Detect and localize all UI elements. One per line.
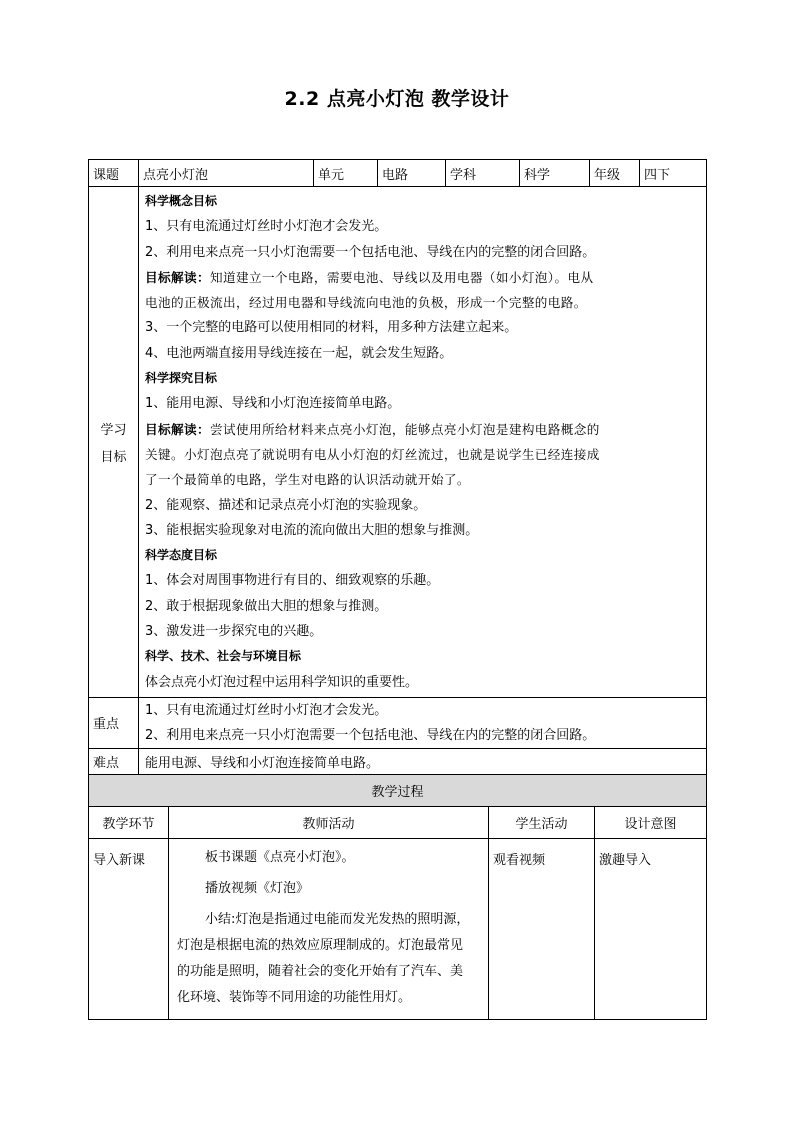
student-activity-cell: 观看视频 [489, 839, 595, 1020]
attitude-item-2: 2、敢于根据现象做出大胆的想象与推测。 [145, 598, 388, 614]
teaching-process-table [88, 774, 707, 1020]
sts-heading: 科学、技术、社会与环境目标 [145, 649, 302, 664]
objectives-label-line2: 目标 [100, 449, 127, 465]
inquiry-item-2: 2、能观察、描述和记录点亮小灯泡的实验现象。 [145, 497, 427, 513]
topic-label: 课题 [89, 160, 139, 187]
objectives-label [89, 187, 139, 698]
process-heading: 教学过程 [89, 775, 707, 807]
concept-heading: 科学概念目标 [145, 194, 218, 208]
key-points-row [89, 697, 707, 748]
design-intent-cell: 激趣导入 [595, 839, 707, 1020]
key-point-2: 2、利用电来点亮一只小灯泡需要一个包括电池、导线在内的完整的闭合回路。 [145, 727, 596, 743]
col-student-header: 学生活动 [489, 807, 595, 839]
concept-item-4: 4、电池两端直接用导线连接在一起，就会发生短路。 [145, 345, 453, 361]
key-point-1: 1、只有电流通过灯丝时小灯泡才会发光。 [145, 702, 388, 718]
lesson-info-table [88, 159, 707, 776]
sts-item-1: 体会点亮小灯泡过程中运用科学知识的重要性。 [145, 674, 419, 690]
objectives-row [89, 187, 707, 698]
teacher-line-1: 板书课题《点亮小灯泡》。 [205, 850, 355, 865]
concept-item-2: 2、利用电来点亮一只小灯泡需要一个包括电池、导线在内的完整的闭合回路。 [145, 244, 596, 260]
teacher-line-3: 小结:灯泡是指通过电能而发光发热的照明源， [205, 912, 470, 927]
stage-cell: 导入新课 [89, 839, 169, 1020]
attitude-item-1: 1、体会对周围事物进行有目的、细致观察的乐趣。 [145, 573, 440, 589]
difficulty-value: 能用电源、导线和小灯泡连接简单电路。 [139, 748, 707, 775]
document-title: 2.2 点亮小灯泡 教学设计 [284, 88, 510, 110]
inquiry-note-line1: 目标解读：尝试使用所给材料来点亮小灯泡，能够点亮小灯泡是建构电路概念的 [145, 421, 600, 437]
objectives-content [139, 187, 707, 698]
subject-value: 科学 [520, 160, 590, 187]
grade-value: 四下 [640, 160, 707, 187]
difficulty-row [89, 748, 707, 775]
inquiry-item-1: 1、能用电源、导线和小灯泡连接简单电路。 [145, 396, 401, 412]
note-prefix: 目标解读： [145, 421, 210, 437]
inquiry-note-line3: 了一个最简单的电路，学生对电路的认识活动就开始了。 [145, 472, 470, 488]
grade-label: 年级 [590, 160, 640, 187]
teacher-activity-cell [169, 839, 489, 1020]
process-row [89, 839, 707, 1020]
topic-value: 点亮小灯泡 [139, 160, 314, 187]
teacher-line-5: 的功能是照明，随着社会的变化开始有了汽车、美 [177, 964, 464, 979]
difficulty-label: 难点 [89, 748, 139, 775]
concept-note-line2: 电池的正极流出，经过用电器和导线流向电池的负极，形成一个完整的电路。 [145, 295, 587, 311]
teacher-line-4: 灯泡是根据电流的热效应原理制成的。灯泡最常见 [177, 938, 464, 953]
col-teacher-header: 教师活动 [169, 807, 489, 839]
inquiry-item-3: 3、能根据实验现象对电流的流向做出大胆的想象与推测。 [145, 522, 479, 538]
objectives-label-line1: 学习 [100, 422, 127, 438]
note-prefix: 目标解读： [145, 269, 210, 285]
concept-item-3: 3、一个完整的电路可以使用相同的材料，用多种方法建立起来。 [145, 320, 518, 336]
concept-note-line1: 目标解读：知道建立一个电路，需要电池、导线以及用电器（如小灯泡）。电从 [145, 269, 594, 285]
col-stage-header: 教学环节 [89, 807, 169, 839]
teacher-line-6: 化环境、装饰等不同用途的功能性用灯。 [177, 990, 412, 1005]
process-heading-row [89, 775, 707, 807]
key-points-content [139, 697, 707, 748]
inquiry-heading: 科学探究目标 [145, 371, 218, 386]
key-points-label: 重点 [89, 697, 139, 748]
attitude-heading: 科学态度目标 [145, 548, 218, 563]
unit-label: 单元 [314, 160, 378, 187]
unit-value: 电路 [378, 160, 446, 187]
header-row [89, 160, 707, 187]
subject-label: 学科 [446, 160, 520, 187]
concept-item-1: 1、只有电流通过灯丝时小灯泡才会发光。 [145, 219, 388, 235]
teacher-line-2: 播放视频《灯泡》 [205, 881, 310, 896]
attitude-item-3: 3、激发进一步探究电的兴趣。 [145, 624, 323, 640]
inquiry-note-line2: 关键。小灯泡点亮了就说明有电从小灯泡的灯丝流过，也就是说学生已经连接成 [145, 446, 600, 462]
col-intent-header: 设计意图 [595, 807, 707, 839]
process-columns-row [89, 807, 707, 839]
